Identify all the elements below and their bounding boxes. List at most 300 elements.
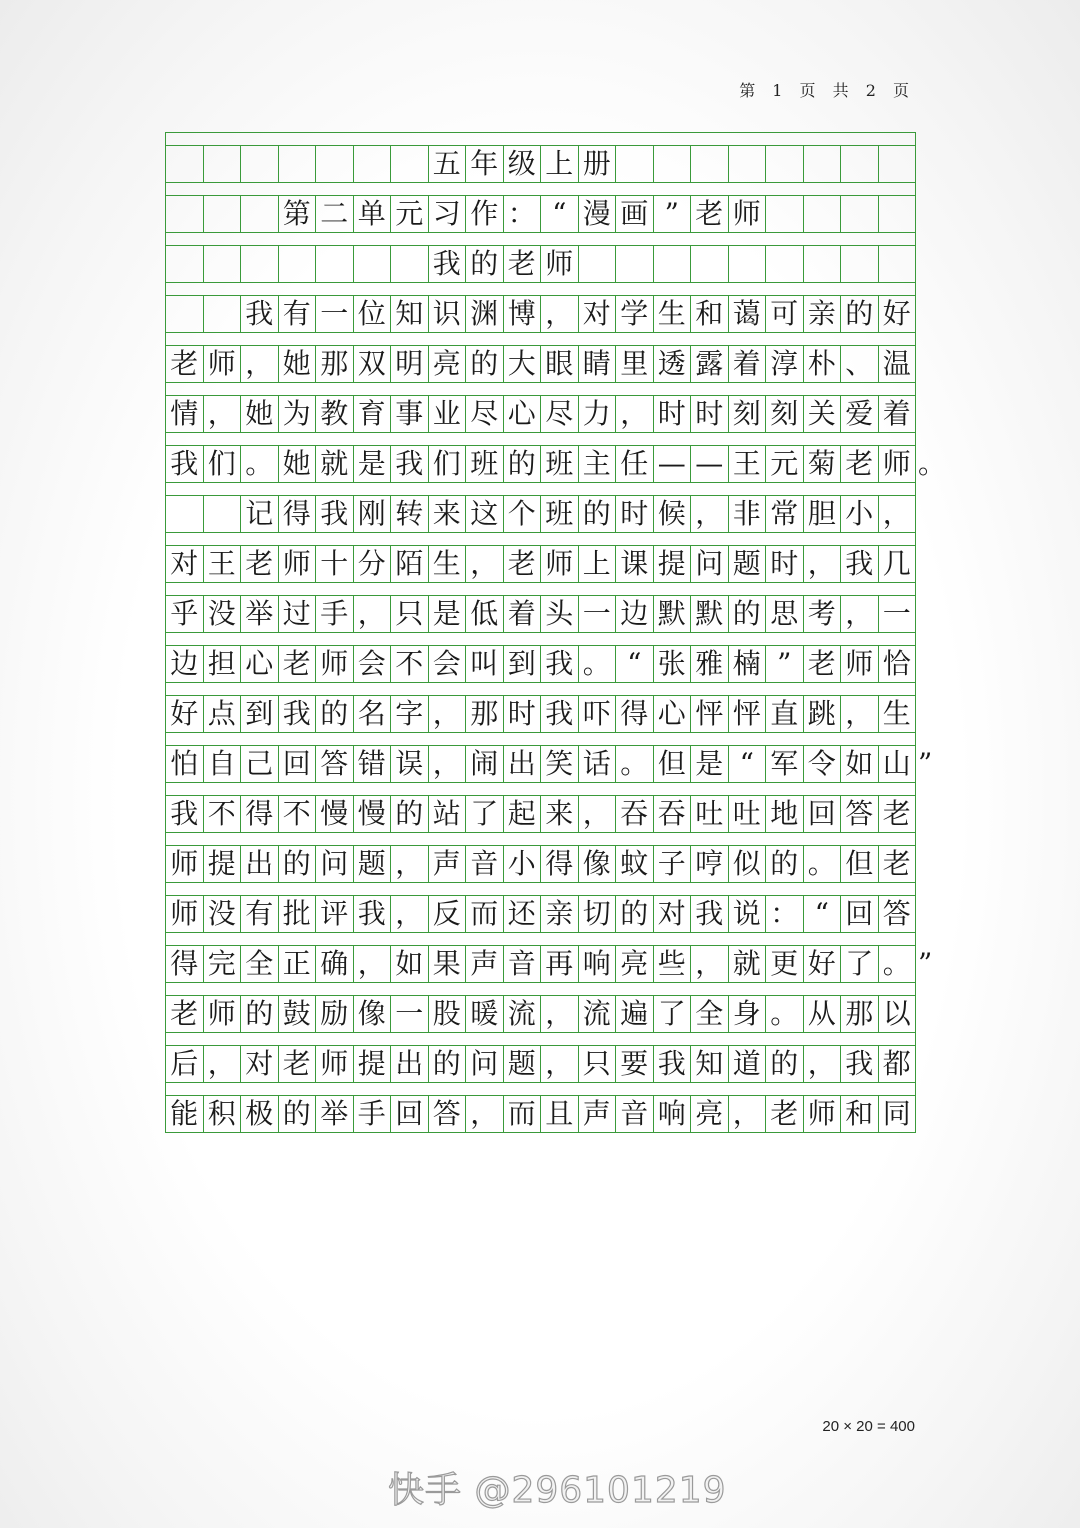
grid-cell: 为	[279, 396, 317, 432]
grid-cell: 出	[504, 746, 542, 782]
grid-cell: 答	[879, 896, 917, 932]
grid-cell: 的	[429, 1046, 467, 1082]
grid-cell: 那	[316, 346, 354, 382]
grid-cell: ，	[391, 896, 429, 932]
grid-cell: ：	[504, 196, 542, 232]
grid-cell: 没	[204, 896, 242, 932]
grid-cell: 点	[204, 696, 242, 732]
grid-cell: 跳	[804, 696, 842, 732]
grid-cell: 我	[166, 446, 204, 482]
grid-cell: 站	[429, 796, 467, 832]
grid-cell: 淳	[766, 346, 804, 382]
grid-cell: 子	[654, 846, 692, 882]
grid-cell	[579, 246, 617, 282]
grid-cell: 来	[541, 796, 579, 832]
grid-text-row	[165, 946, 933, 983]
grid-cell: ，	[691, 496, 729, 532]
grid-spacer-row	[165, 233, 916, 246]
grid-cell	[166, 496, 204, 532]
grid-spacer-row	[165, 883, 916, 896]
grid-cell: 一	[879, 596, 917, 632]
grid-cell: 我	[354, 896, 392, 932]
grid-spacer-row	[165, 283, 916, 296]
grid-cell: 的	[616, 896, 654, 932]
grid-cell: 乎	[166, 596, 204, 632]
grid-cell: 亲	[541, 896, 579, 932]
grid-cell: ，	[804, 546, 842, 582]
grid-cell: 候	[654, 496, 692, 532]
grid-cell	[691, 146, 729, 182]
grid-spacer-row	[165, 383, 916, 396]
grid-cell: 心	[241, 646, 279, 682]
grid-cell: ：	[766, 896, 804, 932]
grid-cell: 我	[429, 246, 467, 282]
grid-cell: 我	[841, 546, 879, 582]
grid-cell	[166, 296, 204, 332]
grid-cell: 手	[316, 596, 354, 632]
grid-cell	[879, 146, 917, 182]
grid-text-row	[165, 496, 916, 533]
grid-cell: 担	[204, 646, 242, 682]
grid-cell: 课	[616, 546, 654, 582]
grid-cell	[841, 246, 879, 282]
grid-cell: 还	[504, 896, 542, 932]
grid-cell: 师	[204, 346, 242, 382]
grid-text-row	[165, 1046, 916, 1083]
grid-cell: 一	[316, 296, 354, 332]
grid-cell: ，	[241, 346, 279, 382]
grid-cell	[879, 196, 917, 232]
grid-cell: 名	[354, 696, 392, 732]
grid-cell: 一	[391, 996, 429, 1032]
grid-cell: 暖	[466, 996, 504, 1032]
grid-cell: 老	[879, 846, 917, 882]
grid-cell	[729, 246, 767, 282]
grid-cell: 师	[279, 546, 317, 582]
grid-cell: 答	[316, 746, 354, 782]
grid-cell: 着	[504, 596, 542, 632]
grid-cell	[729, 146, 767, 182]
watermark: 快手 @296101219	[388, 1470, 727, 1511]
grid-cell: 时	[766, 546, 804, 582]
grid-cell: 地	[766, 796, 804, 832]
grid-cell: 朴	[804, 346, 842, 382]
grid-cell: 不	[204, 796, 242, 832]
grid-cell: 。	[616, 746, 654, 782]
grid-cell	[804, 246, 842, 282]
grid-cell: 师	[804, 1096, 842, 1132]
grid-cell: 我	[316, 496, 354, 532]
grid-cell: 题	[354, 846, 392, 882]
grid-cell: 露	[691, 346, 729, 382]
grid-cell: 可	[766, 296, 804, 332]
grid-cell: 转	[391, 496, 429, 532]
grid-cell: 得	[279, 496, 317, 532]
grid-cell: 分	[354, 546, 392, 582]
grid-cell	[616, 246, 654, 282]
grid-cell: 双	[354, 346, 392, 382]
grid-cell: 会	[354, 646, 392, 682]
grid-cell: ，	[841, 596, 879, 632]
grid-cell: 响	[654, 1096, 692, 1132]
grid-cell: 我	[391, 446, 429, 482]
grid-cell	[841, 146, 879, 182]
grid-cell: 吞	[616, 796, 654, 832]
grid-cell: 的	[316, 696, 354, 732]
grid-cell: 事	[391, 396, 429, 432]
grid-cell: 识	[429, 296, 467, 332]
grid-cell: 而	[504, 1096, 542, 1132]
grid-cell: 说	[729, 896, 767, 932]
grid-cell: 没	[204, 596, 242, 632]
grid-cell: 只	[391, 596, 429, 632]
grid-cell: 老	[241, 546, 279, 582]
grid-cell: 起	[504, 796, 542, 832]
grid-cell: 我	[241, 296, 279, 332]
grid-cell: 我	[166, 796, 204, 832]
grid-cell: 怕	[166, 746, 204, 782]
grid-cell: 极	[241, 1096, 279, 1132]
grid-cell: 吐	[729, 796, 767, 832]
grid-cell	[654, 146, 692, 182]
grid-cell: 五	[429, 146, 467, 182]
grid-cell: 老	[504, 546, 542, 582]
grid-cell: 师	[204, 996, 242, 1032]
margin-punctuation: 。	[918, 447, 947, 480]
grid-cell: 好	[166, 696, 204, 732]
grid-cell: 师	[316, 646, 354, 682]
grid-cell: 了	[654, 996, 692, 1032]
grid-cell: 里	[616, 346, 654, 382]
grid-cell: 怦	[691, 696, 729, 732]
grid-cell: ，	[354, 596, 392, 632]
grid-cell: 边	[616, 596, 654, 632]
grid-cell: 知	[391, 296, 429, 332]
grid-cell: 心	[504, 396, 542, 432]
grid-cell: 时	[616, 496, 654, 532]
grid-cell: 透	[654, 346, 692, 382]
grid-cell	[691, 246, 729, 282]
grid-cell: 切	[579, 896, 617, 932]
grid-cell: 同	[879, 1096, 917, 1132]
grid-cell: ，	[466, 1096, 504, 1132]
grid-spacer-row	[165, 783, 916, 796]
grid-cell: 的	[766, 846, 804, 882]
grid-cell: 作	[466, 196, 504, 232]
grid-cell: 师	[166, 846, 204, 882]
grid-cell: 答	[841, 796, 879, 832]
margin-punctuation: ”	[918, 747, 933, 780]
grid-cell: 不	[391, 646, 429, 682]
grid-cell: 着	[729, 346, 767, 382]
grid-cell: 和	[691, 296, 729, 332]
grid-cell: 。	[579, 646, 617, 682]
grid-cell	[204, 246, 242, 282]
grid-cell: 得	[541, 846, 579, 882]
grid-cell: 师	[316, 1046, 354, 1082]
grid-cell: 问	[316, 846, 354, 882]
grid-cell: 军	[766, 746, 804, 782]
grid-cell: 雅	[691, 646, 729, 682]
grid-cell	[804, 146, 842, 182]
grid-cell: 老	[691, 196, 729, 232]
grid-cell: 如	[841, 746, 879, 782]
grid-cell: 问	[691, 546, 729, 582]
grid-cell: 的	[841, 296, 879, 332]
grid-cell: 单	[354, 196, 392, 232]
grid-cell: 尽	[466, 396, 504, 432]
grid-cell: 以	[879, 996, 917, 1032]
grid-cell: 响	[579, 946, 617, 982]
grid-cell: 温	[879, 346, 917, 382]
grid-cell: 再	[541, 946, 579, 982]
grid-cell: 山	[879, 746, 917, 782]
grid-cell: 那	[466, 696, 504, 732]
grid-cell: 到	[241, 696, 279, 732]
grid-cell: ”	[766, 646, 804, 682]
grid-cell: —	[691, 446, 729, 482]
grid-cell: 哼	[691, 846, 729, 882]
grid-cell: 音	[466, 846, 504, 882]
grid-cell: 吓	[579, 696, 617, 732]
grid-spacer-row	[165, 633, 916, 646]
grid-cell: 举	[316, 1096, 354, 1132]
grid-cell: 股	[429, 996, 467, 1032]
grid-cell: 我	[841, 1046, 879, 1082]
grid-cell: 上	[579, 546, 617, 582]
grid-cell: 正	[279, 946, 317, 982]
grid-cell: 对	[166, 546, 204, 582]
grid-cell: 她	[279, 346, 317, 382]
grid-cell: 老	[279, 646, 317, 682]
grid-cell: 时	[654, 396, 692, 432]
grid-text-row	[165, 596, 916, 633]
grid-cell: 手	[354, 1096, 392, 1132]
grid-cell: 都	[879, 1046, 917, 1082]
grid-cell: 我	[279, 696, 317, 732]
grid-cell: 。	[766, 996, 804, 1032]
grid-cell: 班	[541, 496, 579, 532]
grid-cell: ，	[729, 1096, 767, 1132]
grid-text-row	[165, 196, 916, 233]
grid-cell: 不	[279, 796, 317, 832]
grid-cell: 全	[241, 946, 279, 982]
grid-cell: 的	[504, 446, 542, 482]
grid-cell: 尽	[541, 396, 579, 432]
grid-cell	[354, 146, 392, 182]
grid-text-row	[165, 696, 916, 733]
grid-cell: 回	[391, 1096, 429, 1132]
grid-cell: 、	[841, 346, 879, 382]
page-number: 第 1 页 共 2 页	[739, 81, 915, 100]
grid-cell: 出	[241, 846, 279, 882]
grid-cell: 的	[279, 846, 317, 882]
grid-spacer-row	[165, 433, 916, 446]
grid-cell: 班	[541, 446, 579, 482]
grid-cell: 蔼	[729, 296, 767, 332]
grid-cell: 个	[504, 496, 542, 532]
grid-cell: 的	[466, 346, 504, 382]
grid-cell: 恰	[879, 646, 917, 682]
grid-cell: 题	[729, 546, 767, 582]
grid-cell: 上	[541, 146, 579, 182]
grid-cell: 默	[691, 596, 729, 632]
grid-cell: 鼓	[279, 996, 317, 1032]
grid-cell: ，	[354, 946, 392, 982]
grid-cell: 答	[429, 1096, 467, 1132]
composition-grid-paper	[165, 132, 947, 1133]
grid-cell: 她	[241, 396, 279, 432]
grid-cell: 们	[429, 446, 467, 482]
grid-spacer-row	[165, 683, 916, 696]
grid-cell: 完	[204, 946, 242, 982]
grid-cell: 声	[466, 946, 504, 982]
grid-cell: 能	[166, 1096, 204, 1132]
grid-cell: 胆	[804, 496, 842, 532]
grid-cell: 博	[504, 296, 542, 332]
grid-cell: 张	[654, 646, 692, 682]
grid-cell: 怦	[729, 696, 767, 732]
grid-cell: 亲	[804, 296, 842, 332]
grid-cell: 要	[616, 1046, 654, 1082]
grid-text-row	[165, 396, 916, 433]
grid-cell: 蚊	[616, 846, 654, 882]
grid-cell: 边	[166, 646, 204, 682]
grid-cell	[766, 246, 804, 282]
grid-cell: ，	[541, 996, 579, 1032]
grid-cell: 了	[841, 946, 879, 982]
grid-cell: 亮	[691, 1096, 729, 1132]
grid-cell: 头	[541, 596, 579, 632]
grid-cell	[241, 146, 279, 182]
grid-cell: 自	[204, 746, 242, 782]
grid-spacer-row	[165, 983, 916, 996]
grid-count-label: 20 × 20 = 400	[822, 1418, 915, 1435]
grid-cell: 话	[579, 746, 617, 782]
grid-cell: 那	[841, 996, 879, 1032]
grid-cell: 几	[879, 546, 917, 582]
grid-text-row	[165, 896, 916, 933]
grid-cell: 业	[429, 396, 467, 432]
grid-cell: 亮	[616, 946, 654, 982]
grid-cell: ，	[541, 296, 579, 332]
grid-cell: 老	[504, 246, 542, 282]
grid-cell: 爱	[841, 396, 879, 432]
grid-spacer-row	[165, 183, 916, 196]
grid-cell: 误	[391, 746, 429, 782]
grid-cell: 会	[429, 646, 467, 682]
grid-cell: 过	[279, 596, 317, 632]
grid-cell	[204, 146, 242, 182]
grid-cell	[316, 246, 354, 282]
grid-text-row	[165, 846, 916, 883]
grid-spacer-row	[165, 483, 916, 496]
grid-cell: 亮	[429, 346, 467, 382]
grid-cell: 反	[429, 896, 467, 932]
grid-cell: 关	[804, 396, 842, 432]
grid-cell: 问	[466, 1046, 504, 1082]
grid-cell: 只	[579, 1046, 617, 1082]
grid-cell: 这	[466, 496, 504, 532]
grid-cell	[241, 246, 279, 282]
grid-cell: ，	[579, 796, 617, 832]
grid-cell: 着	[879, 396, 917, 432]
grid-cell: 评	[316, 896, 354, 932]
grid-cell: 学	[616, 296, 654, 332]
grid-cell: 更	[766, 946, 804, 982]
grid-cell: 流	[579, 996, 617, 1032]
grid-cell: 睛	[579, 346, 617, 382]
grid-cell: 老	[166, 996, 204, 1032]
grid-cell: 确	[316, 946, 354, 982]
grid-cell: 第	[279, 196, 317, 232]
grid-cell: 小	[841, 496, 879, 532]
grid-text-row	[165, 446, 947, 483]
grid-spacer-row	[165, 133, 916, 146]
grid-cell: 低	[466, 596, 504, 632]
grid-cell	[166, 196, 204, 232]
grid-text-row	[165, 296, 916, 333]
grid-cell	[166, 146, 204, 182]
grid-cell	[841, 196, 879, 232]
grid-cell: 字	[391, 696, 429, 732]
grid-cell: 励	[316, 996, 354, 1032]
grid-cell: 年	[466, 146, 504, 182]
grid-cell: 对	[241, 1046, 279, 1082]
grid-cell: 似	[729, 846, 767, 882]
grid-text-row	[165, 996, 916, 1033]
grid-cell: 身	[729, 996, 767, 1032]
grid-cell: 漫	[579, 196, 617, 232]
grid-cell: 的	[241, 996, 279, 1032]
grid-cell: 而	[466, 896, 504, 932]
grid-cell: 声	[429, 846, 467, 882]
grid-cell: 大	[504, 346, 542, 382]
grid-cell: 就	[729, 946, 767, 982]
grid-cell: 的	[466, 246, 504, 282]
grid-cell: 十	[316, 546, 354, 582]
grid-cell: 己	[241, 746, 279, 782]
grid-cell: 从	[804, 996, 842, 1032]
grid-cell: 二	[316, 196, 354, 232]
grid-spacer-row	[165, 533, 916, 546]
grid-cell	[804, 196, 842, 232]
grid-cell: 刚	[354, 496, 392, 532]
grid-cell: 画	[616, 196, 654, 232]
grid-cell: 记	[241, 496, 279, 532]
grid-text-row	[165, 646, 916, 683]
grid-cell: 举	[241, 596, 279, 632]
grid-cell: 出	[391, 1046, 429, 1082]
grid-cell: 提	[204, 846, 242, 882]
grid-cell: 闹	[466, 746, 504, 782]
grid-cell: 提	[654, 546, 692, 582]
grid-cell	[204, 496, 242, 532]
grid-cell: 们	[204, 446, 242, 482]
grid-cell: 渊	[466, 296, 504, 332]
grid-cell: 笑	[541, 746, 579, 782]
grid-cell: 位	[354, 296, 392, 332]
grid-cell: 师	[841, 646, 879, 682]
grid-cell: 的	[279, 1096, 317, 1132]
grid-cell: 道	[729, 1046, 767, 1082]
grid-cell	[204, 196, 242, 232]
grid-cell: 是	[429, 596, 467, 632]
grid-cell: 和	[841, 1096, 879, 1132]
grid-cell: 师	[541, 546, 579, 582]
grid-cell: 育	[354, 396, 392, 432]
grid-cell: 是	[691, 746, 729, 782]
